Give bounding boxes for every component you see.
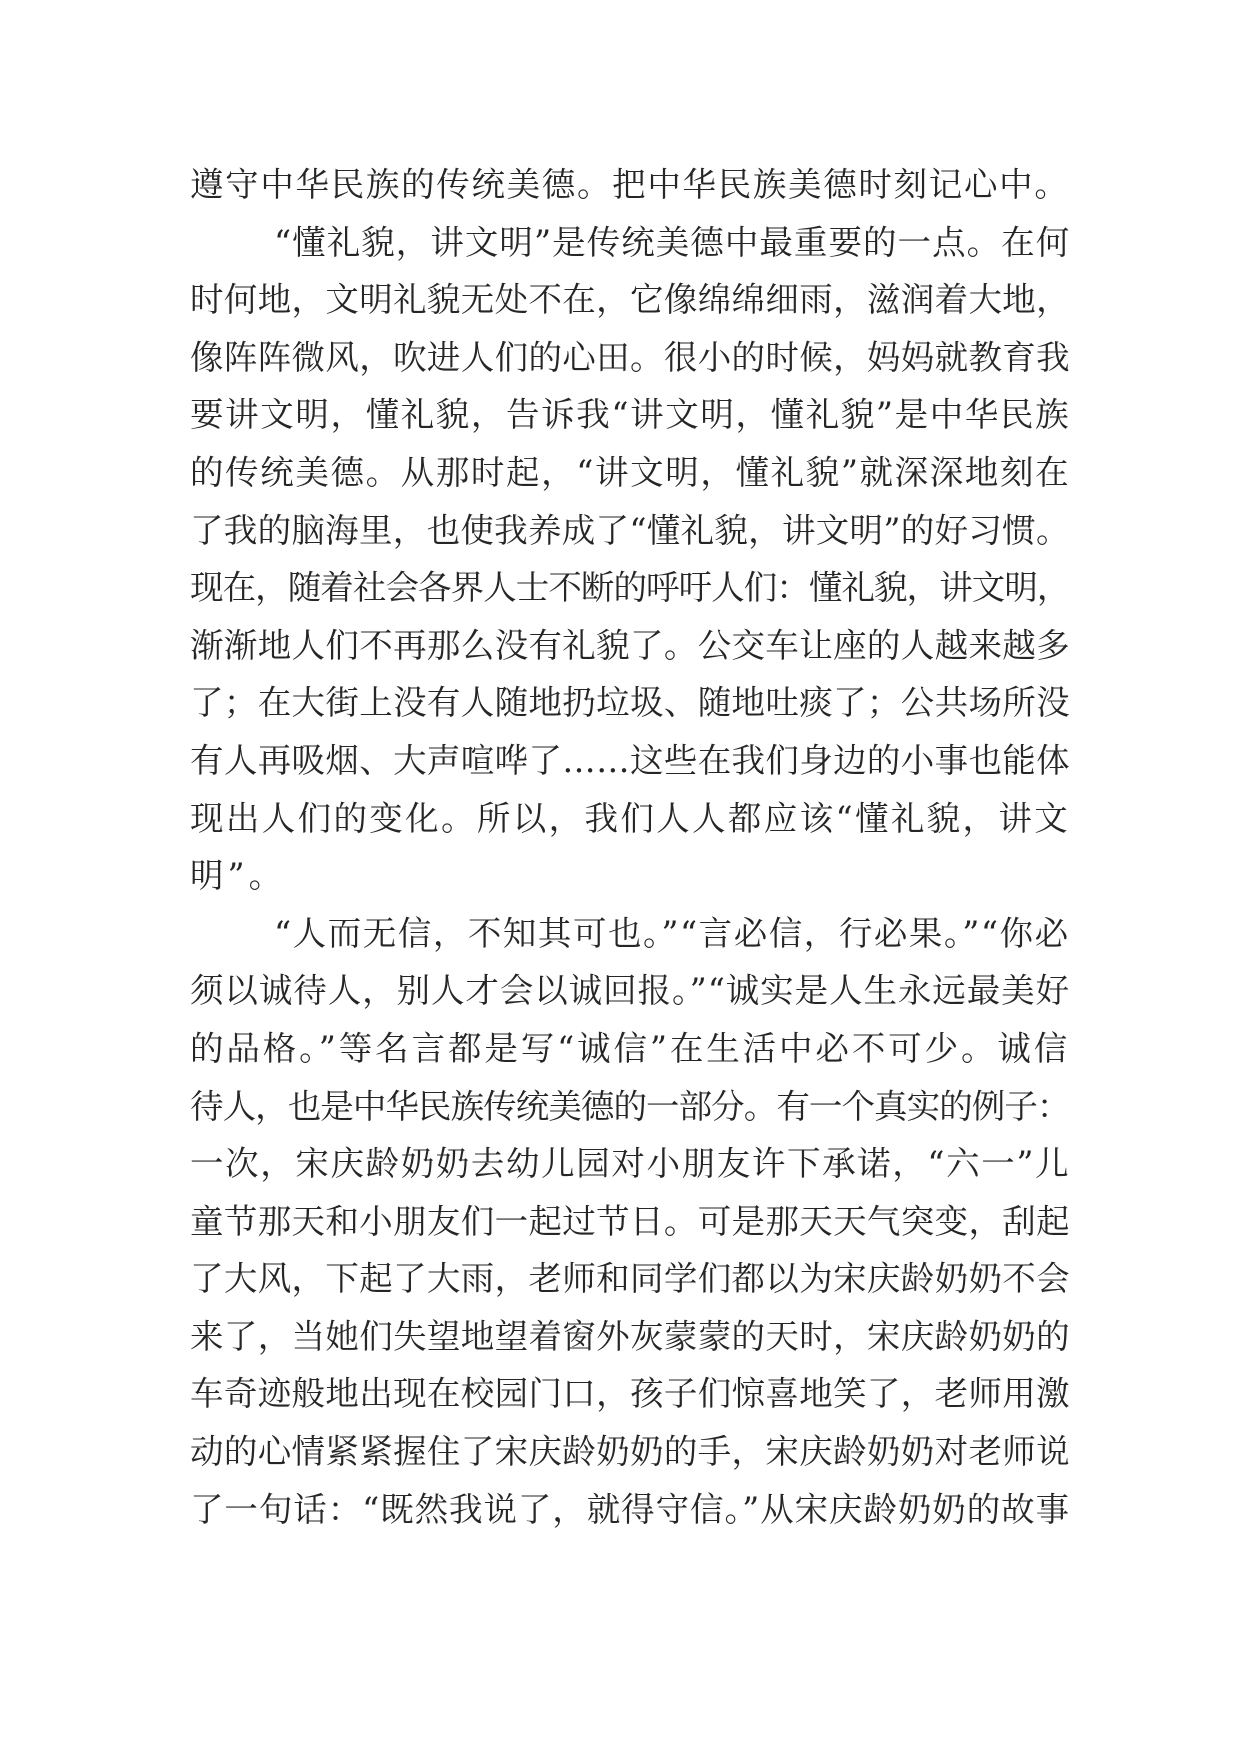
text-line: 动的心情紧紧握住了宋庆龄奶奶的手，宋庆龄奶奶对老师说 (190, 1432, 1070, 1472)
text-line: “人而无信，不知其可也。”“言必信，行必果。”“你必 (274, 913, 1070, 953)
text-line: 车奇迹般地出现在校园门口，孩子们惊喜地笑了，老师用激 (190, 1374, 1070, 1414)
text-line: 像阵阵微风，吹进人们的心田。很小的时候，妈妈就教育我 (190, 337, 1070, 377)
text-line: 现出人们的变化。所以，我们人人都应该“懂礼貌，讲文 (190, 798, 1071, 838)
text-line: 来了，当她们失望地望着窗外灰蒙蒙的天时，宋庆龄奶奶的 (190, 1316, 1070, 1356)
text-line: 待人，也是中华民族传统美德的一部分。有一个真实的例子： (190, 1086, 1070, 1126)
text-line: 了一句话：“既然我说了，就得守信。”从宋庆龄奶奶的故事 (190, 1489, 1071, 1529)
text-line: 时何地，文明礼貌无处不在，它像绵绵细雨，滋润着大地， (190, 280, 1070, 320)
text-line: 明”。 (190, 856, 287, 896)
text-line: 现在，随着社会各界人士不断的呼吁人们：懂礼貌，讲文明， (190, 568, 1070, 608)
text-line: 的传统美德。从那时起，“讲文明，懂礼貌”就深深地刻在 (190, 452, 1071, 492)
text-line: 了我的脑海里，也使我养成了“懂礼貌，讲文明”的好习惯。 (190, 510, 1070, 550)
text-line: 须以诚待人，别人才会以诚回报。”“诚实是人生永远最美好 (190, 971, 1071, 1011)
text-line: 渐渐地人们不再那么没有礼貌了。公交车让座的人越来越多 (190, 625, 1070, 665)
text-line: 了大风，下起了大雨，老师和同学们都以为宋庆龄奶奶不会 (190, 1259, 1070, 1299)
text-line: 要讲文明，懂礼貌，告诉我“讲文明，懂礼貌”是中华民族 (190, 395, 1071, 435)
text-line: 童节那天和小朋友们一起过节日。可是那天天气突变，刮起 (190, 1201, 1070, 1241)
text-line: 的品格。”等名言都是写“诚信”在生活中必不可少。诚信 (190, 1028, 1071, 1068)
text-line: “懂礼貌，讲文明”是传统美德中最重要的一点。在何 (274, 222, 1071, 262)
text-line: 一次，宋庆龄奶奶去幼儿园对小朋友许下承诺，“六一”儿 (190, 1144, 1071, 1184)
body-text (190, 156, 1070, 1538)
text-line: 了；在大街上没有人随地扔垃圾、随地吐痰了；公共场所没 (190, 683, 1070, 723)
text-line: 有人再吸烟、大声喧哗了……这些在我们身边的小事也能体 (190, 740, 1070, 780)
text-line: 遵守中华民族的传统美德。把中华民族美德时刻记心中。 (190, 165, 1070, 204)
